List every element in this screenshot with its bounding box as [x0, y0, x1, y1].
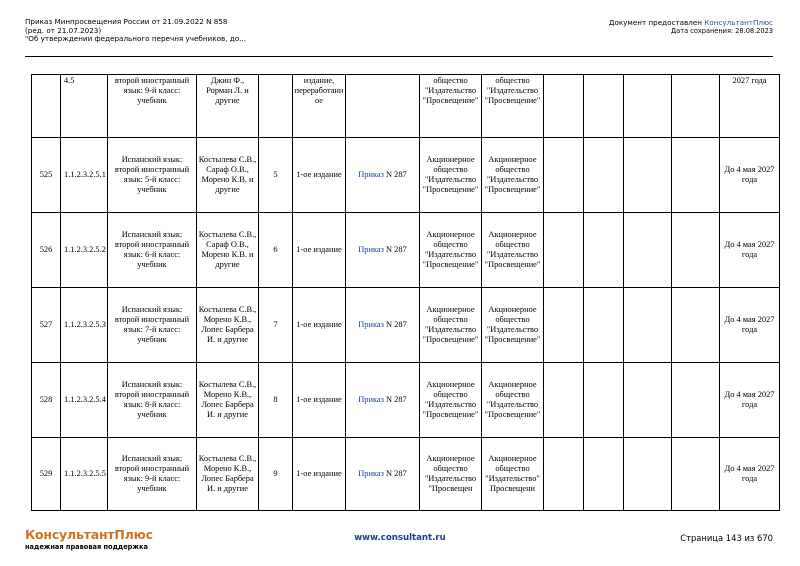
cell-deadline	[720, 363, 780, 438]
cell-authors	[197, 138, 259, 213]
cell-title	[108, 438, 197, 511]
cell-code	[61, 288, 108, 363]
cell-authors-text: Костылева С.В., Морено К.В., Лопес Барбера И. и другие	[198, 304, 257, 345]
cell-empty	[544, 438, 584, 511]
cell-empty	[544, 75, 584, 138]
cell-title	[108, 75, 197, 138]
table-row	[32, 288, 780, 363]
cell-authors-text: Костылева С.В., Сараф О.В., Морено К.В. и другие	[198, 229, 257, 270]
cell-deadline	[720, 138, 780, 213]
cell-title	[108, 363, 197, 438]
cell-authors	[197, 288, 259, 363]
cell-grade-text: 8	[273, 394, 278, 404]
order-number: N 287	[383, 394, 407, 404]
cell-grade-text: 7	[273, 319, 278, 329]
cell-grade-text: 9	[273, 468, 278, 478]
cell-empty	[584, 75, 624, 138]
cell-order	[346, 138, 420, 213]
footer-brand: КонсультантПлюс	[25, 527, 153, 542]
cell-edition	[293, 363, 346, 438]
cell-publisher	[420, 288, 482, 363]
cell-publisher-2	[482, 75, 544, 138]
cell-edition	[293, 438, 346, 511]
cell-order	[346, 288, 420, 363]
cell-grade	[259, 288, 293, 363]
cell-authors-text: Джин Ф., Рорман Л. и другие	[206, 76, 249, 106]
cell-title-text: Испанский язык: второй иностранный язык: 9-й класс: учебник	[114, 453, 190, 494]
cell-authors-text: Костылева С.В., Сараф О.В., Морено К.В. и другие	[198, 154, 257, 195]
cell-publisher-2	[482, 213, 544, 288]
cell-deadline	[720, 438, 780, 511]
cell-edition	[293, 213, 346, 288]
cell-title-text: Испанский язык: второй иностранный язык: 6-й класс: учебник	[114, 229, 190, 270]
cell-publisher-text: Акционерное общество "Издательство "Просвещение"	[422, 154, 479, 195]
order-number: N 287	[383, 244, 407, 254]
cell-publisher	[420, 438, 482, 511]
cell-publisher-2	[482, 138, 544, 213]
cell-grade	[259, 75, 293, 138]
cell-number	[32, 213, 61, 288]
cell-empty	[624, 363, 672, 438]
cell-grade	[259, 213, 293, 288]
cell-empty	[584, 288, 624, 363]
cell-code	[61, 213, 108, 288]
cell-code	[61, 438, 108, 511]
cell-number	[32, 288, 61, 363]
cell-publisher-2-text: Акционерное общество "Издательство "Просвещение"	[484, 229, 541, 270]
cell-number-text: 526	[39, 244, 53, 254]
provider-prefix: Документ предоставлен	[608, 18, 705, 27]
cell-authors	[197, 213, 259, 288]
order-link[interactable]: Приказ	[358, 169, 384, 179]
footer-url-link[interactable]: www.consultant.ru	[354, 533, 446, 543]
cell-title-text: Испанский язык: второй иностранный язык: 7-й класс: учебник	[114, 304, 190, 345]
cell-code	[61, 75, 108, 138]
table-row	[32, 75, 780, 138]
cell-title	[108, 288, 197, 363]
cell-empty	[544, 213, 584, 288]
cell-code	[61, 363, 108, 438]
cell-grade-text: 5	[273, 169, 278, 179]
cell-edition	[293, 138, 346, 213]
cell-publisher-text: Акционерное общество "Издательство "Просвещение"	[422, 229, 479, 270]
cell-empty	[544, 363, 584, 438]
document-header-title	[25, 18, 246, 44]
cell-deadline	[720, 75, 780, 138]
cell-deadline-text: До 4 мая 2027 года	[724, 164, 775, 184]
table-row	[32, 213, 780, 288]
cell-grade	[259, 138, 293, 213]
cell-code	[61, 138, 108, 213]
cell-empty	[624, 75, 672, 138]
header-divider	[25, 56, 773, 57]
cell-publisher-text: Акционерное общество "Издательство "Просвещение"	[422, 379, 479, 420]
page-number: Страница 143 из 670	[680, 533, 773, 543]
cell-number	[32, 138, 61, 213]
cell-order	[346, 213, 420, 288]
cell-authors-text: Костылева С.В., Морено К.В., Лопес Барбера И. и другие	[198, 453, 257, 494]
cell-number-text: 527	[39, 319, 53, 329]
cell-grade-text: 6	[273, 244, 278, 254]
cell-authors-text: Костылева С.В., Морено К.В., Лопес Барбера И. и другие	[198, 379, 257, 420]
header-line-2: (ред. от 21.07.2023)	[25, 25, 102, 35]
cell-code-text: 1.1.2.3.2.5.1	[64, 169, 106, 179]
cell-code-text: 1.1.2.3.2.5.2	[64, 244, 106, 254]
cell-order	[346, 363, 420, 438]
cell-deadline-text: 2027 года	[732, 76, 767, 85]
cell-grade	[259, 438, 293, 511]
cell-publisher-2-text: Акционерное общество "Издательство" Просвещени	[485, 453, 540, 494]
order-number: N 287	[383, 319, 407, 329]
cell-publisher-2-text: общество "Издательство "Просвещение"	[484, 76, 541, 106]
cell-authors	[197, 363, 259, 438]
cell-title-text: Испанский язык: второй иностранный язык: 5-й класс: учебник	[114, 154, 190, 195]
cell-title-text: Испанский язык: второй иностранный язык: 8-й класс: учебник	[114, 379, 190, 420]
cell-deadline-text: До 4 мая 2027 года	[724, 239, 775, 259]
cell-empty	[584, 213, 624, 288]
cell-publisher	[420, 363, 482, 438]
cell-empty	[544, 138, 584, 213]
cell-code-text: 1.1.2.3.2.5.3	[64, 319, 106, 329]
cell-code-text: 1.1.2.3.2.5.5	[64, 468, 106, 478]
cell-deadline	[720, 288, 780, 363]
cell-publisher	[420, 75, 482, 138]
provider-brand-link[interactable]: КонсультантПлюс	[704, 18, 773, 27]
table-row	[32, 363, 780, 438]
cell-empty	[672, 75, 720, 138]
cell-empty	[624, 213, 672, 288]
cell-publisher-text: Акционерное общество "Издательство "Просвещение"	[422, 304, 479, 345]
cell-number	[32, 363, 61, 438]
cell-empty	[624, 288, 672, 363]
cell-publisher-2-text: Акционерное общество "Издательство "Просвещение"	[484, 154, 541, 195]
order-link[interactable]: Приказ	[358, 319, 384, 329]
cell-number-text: 529	[39, 468, 53, 478]
order-link[interactable]: Приказ	[358, 394, 384, 404]
cell-empty	[672, 288, 720, 363]
cell-publisher	[420, 138, 482, 213]
cell-number	[32, 75, 61, 138]
cell-publisher-2	[482, 288, 544, 363]
cell-number	[32, 438, 61, 511]
cell-empty	[624, 138, 672, 213]
cell-deadline	[720, 213, 780, 288]
cell-deadline-text: До 4 мая 2027 года	[724, 314, 775, 334]
cell-publisher	[420, 213, 482, 288]
cell-order	[346, 438, 420, 511]
order-link[interactable]: Приказ	[358, 468, 384, 478]
order-link[interactable]: Приказ	[358, 244, 384, 254]
cell-edition-text: издание, переработанное	[294, 76, 344, 106]
order-number: N 287	[383, 169, 407, 179]
cell-edition	[293, 288, 346, 363]
cell-code-text: 1.1.2.3.2.5.4	[64, 394, 106, 404]
table-row	[32, 138, 780, 213]
cell-deadline-text: До 4 мая 2027 года	[724, 389, 775, 409]
cell-authors	[197, 75, 259, 138]
cell-edition-text: 1-ое издание	[296, 468, 342, 478]
cell-publisher-text: общество "Издательство "Просвещение"	[422, 76, 479, 106]
cell-edition-text: 1-ое издание	[296, 244, 342, 254]
cell-empty	[672, 213, 720, 288]
order-number: N 287	[383, 468, 407, 478]
document-header-provider	[609, 18, 773, 36]
cell-deadline-text: До 4 мая 2027 года	[724, 463, 775, 483]
cell-title	[108, 138, 197, 213]
cell-empty	[672, 438, 720, 511]
cell-empty	[672, 138, 720, 213]
cell-edition-text: 1-ое издание	[296, 394, 342, 404]
cell-number-text: 525	[39, 169, 53, 179]
cell-empty	[672, 363, 720, 438]
cell-publisher-2-text: Акционерное общество "Издательство "Просвещение"	[484, 304, 541, 345]
cell-number-text: 528	[39, 394, 53, 404]
cell-title	[108, 213, 197, 288]
cell-empty	[584, 363, 624, 438]
cell-empty	[584, 438, 624, 511]
cell-order	[346, 75, 420, 138]
cell-edition-text: 1-ое издание	[296, 169, 342, 179]
save-date: Дата сохранения: 28.08.2023	[671, 27, 773, 35]
textbook-table	[31, 74, 780, 511]
cell-publisher-text: Акционерное общество "Издательство "Просвещен	[424, 453, 477, 494]
cell-edition-text: 1-ое издание	[296, 319, 342, 329]
table-row	[32, 438, 780, 511]
cell-publisher-2	[482, 438, 544, 511]
cell-title-text: второй иностранный язык: 9-й класс: учебник	[114, 76, 190, 106]
cell-code-text: 4.5	[64, 76, 75, 85]
cell-publisher-2	[482, 363, 544, 438]
cell-edition	[293, 75, 346, 138]
cell-empty	[544, 288, 584, 363]
footer-tagline: надежная правовая поддержка	[25, 543, 148, 551]
cell-grade	[259, 363, 293, 438]
header-line-3: "Об утверждении федерального перечня учебников, до...	[25, 34, 246, 44]
cell-authors	[197, 438, 259, 511]
cell-publisher-2-text: Акционерное общество "Издательство "Просвещение"	[484, 379, 541, 420]
cell-empty	[624, 438, 672, 511]
header-line-1: Приказ Минпросвещения России от 21.09.2022 N 858	[25, 17, 228, 26]
cell-empty	[584, 138, 624, 213]
